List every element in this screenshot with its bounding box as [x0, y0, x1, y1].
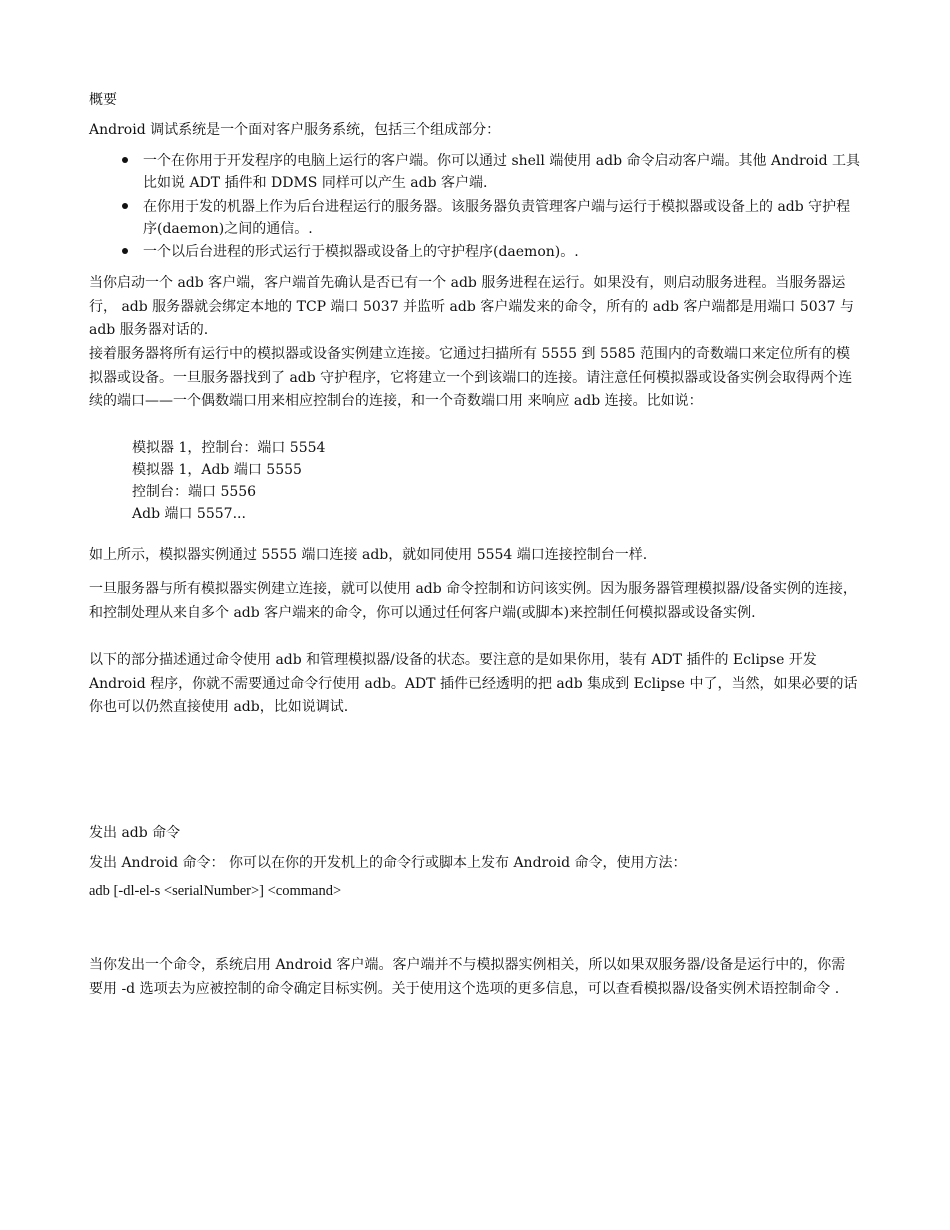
paragraph-server-connect: 接着服务器将所有运行中的模拟器或设备实例建立连接。它通过扫描所有 5555 到 5585 范围内的奇数端口来定位所有的模拟器或设备。一旦服务器找到了 adb 守护程序，它将建立一个到该端口的连接。请注意任何模拟器或设备实例会取得两个连续的端口——一个偶数端口用来相应控制台的连接，和一个奇数端口用 来响应 adb 连接。比如说： — [89, 346, 853, 409]
bullet-icon — [122, 203, 128, 209]
bullet-icon — [122, 248, 128, 254]
list-item — [0, 150, 950, 194]
paragraph-once-connected: 一旦服务器与所有模拟器实例建立连接，就可以使用 adb 命令控制和访问该实例。因为服务器管理模拟器/设备实例的连接，和控制处理从来自多个 adb 客户端来的命令，你可以通过任何客户端(或脚本)来控制任何模拟器或设备实例. — [89, 581, 857, 621]
list-item-text: 一个在你用于开发程序的电脑上运行的客户端。你可以通过 shell 端使用 adb 命令启动客户端。其他 Android 工具比如说 ADT 插件和 DDMS 同样可以产生 adb 客户端. — [143, 153, 861, 191]
paragraph-issue-commands: 发出 Android 命令： 你可以在你的开发机上的命令行或脚本上发布 Android 命令，使用方法： — [89, 855, 687, 871]
port-example-line: 控制台：端口 5556 — [132, 484, 257, 500]
heading-overview: 概要 — [89, 92, 117, 108]
paragraph-when-issuing: 当你发出一个命令，系统启用 Android 客户端。客户端并不与模拟器实例相关，所以如果双服务器/设备是运行中的，你需要用 -d 选项去为应被控制的命令确定目标实例。关于使用这个选项的更多信息，可以查看模拟器/设备实例术语控制命令 . — [89, 957, 846, 997]
intro-paragraph: Android 调试系统是一个面对客户服务系统，包括三个组成部分： — [89, 122, 501, 138]
list-item-text: 在你用于发的机器上作为后台进程运行的服务器。该服务器负责管理客户端与运行于模拟器或设备上的 adb 守护程序(daemon)之间的通信。. — [143, 199, 851, 237]
list-item — [0, 241, 950, 263]
paragraph-as-above: 如上所示，模拟器实例通过 5555 端口连接 adb，就如同使用 5554 端口连接控制台一样. — [89, 547, 648, 563]
port-example-line: 模拟器 1，控制台：端口 5554 — [132, 440, 326, 456]
port-example-line: 模拟器 1，Adb 端口 5555 — [132, 462, 302, 478]
paragraph-client-start: 当你启动一个 adb 客户端，客户端首先确认是否已有一个 adb 服务进程在运行。如果没有，则启动服务进程。当服务器运行， adb 服务器就会绑定本地的 TCP 端口 5037 并监听 adb 客户端发来的命令，所有的 adb 客户端都是用端口 5037 与 adb 服务器对话的. — [89, 275, 854, 338]
list-item-text: 一个以后台进程的形式运行于模拟器或设备上的守护程序(daemon)。. — [143, 244, 579, 260]
bullet-icon — [122, 157, 128, 163]
port-example-line: Adb 端口 5557... — [132, 506, 246, 522]
heading-issue-adb-commands: 发出 adb 命令 — [89, 825, 181, 841]
command-syntax: adb [-dl-el-s <serialNumber>] <command> — [89, 883, 342, 899]
list-item — [0, 196, 950, 240]
paragraph-following-sections: 以下的部分描述通过命令使用 adb 和管理模拟器/设备的状态。要注意的是如果你用，装有 ADT 插件的 Eclipse 开发 Android 程序，你就不需要通过命令行使用 adb。ADT 插件已经透明的把 adb 集成到 Eclipse 中了，当然，如果必要的话你也可以仍然直接使用 adb，比如说调试. — [89, 652, 858, 715]
